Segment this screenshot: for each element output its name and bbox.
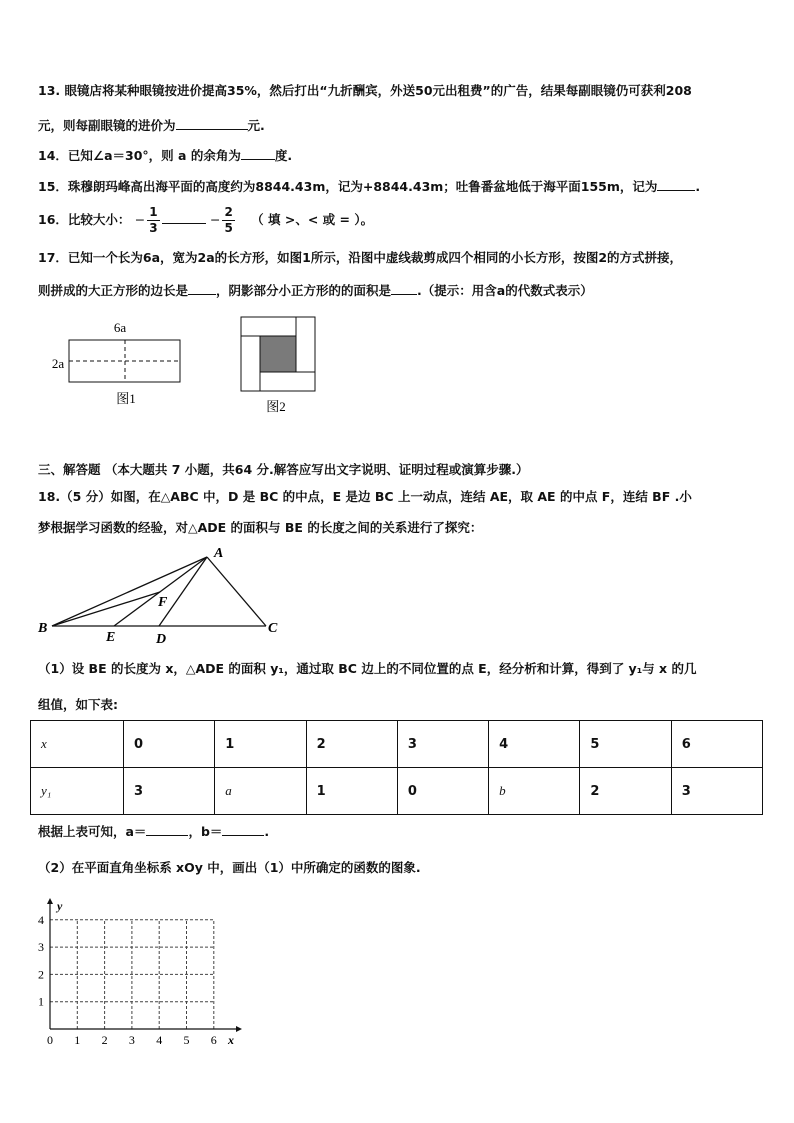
x-tick-label: 5 — [183, 1033, 190, 1047]
q16-hint: （ 填 >、< 或 = ）。 — [251, 212, 374, 227]
x-axis-arrow-icon — [236, 1026, 242, 1032]
label-d: D — [156, 632, 167, 647]
q17-area-blank[interactable] — [391, 281, 417, 295]
x-tick-label: 6 — [210, 1033, 217, 1047]
q14-answer-blank[interactable] — [241, 146, 275, 160]
q18-part1-line2: 组值，如下表: — [38, 697, 118, 712]
after-table-text-a: 根据上表可知，a＝ — [38, 824, 147, 839]
x-tick-label: 3 — [128, 1033, 135, 1047]
q18-after-table — [38, 822, 269, 841]
y-axis-arrow-icon — [47, 898, 53, 904]
label-a: A — [214, 546, 224, 561]
after-table-text-c: . — [264, 824, 270, 839]
fig1-height-label: 2a — [51, 356, 65, 371]
fig2-caption: 图2 — [266, 399, 286, 414]
q17-side-blank[interactable] — [188, 281, 216, 295]
table-cell: 0 — [397, 768, 488, 815]
x-tick-label: 2 — [101, 1033, 108, 1047]
b-answer-blank[interactable] — [222, 822, 264, 836]
q13-unit: 元. — [247, 118, 265, 133]
table-cell: 3 — [671, 768, 762, 815]
xy-value-table — [30, 720, 763, 815]
table-cell: 2 — [306, 721, 397, 768]
q14-unit: 度. — [274, 148, 293, 163]
y-tick-label: 4 — [38, 912, 44, 927]
q17-line2 — [38, 281, 593, 300]
q16-fraction2 — [222, 205, 234, 236]
y-tick-label: 1 — [38, 994, 44, 1009]
fig1-width-label: 6a — [113, 320, 127, 335]
q15-end: . — [695, 179, 701, 194]
q16-fraction1 — [147, 205, 159, 236]
y-tick-label: 2 — [38, 967, 44, 982]
q16-num2: 2 — [224, 205, 233, 219]
q18-part1-line1: （1）设 BE 的长度为 x，△ADE 的面积 y₁，通过取 BC 边上的不同位置的点 E，经分析和计算，得到了 y₁与 x 的几 — [38, 661, 697, 676]
q18-line1: 18.（5 分）如图，在△ABC 中，D 是 BC 的中点，E 是边 BC 上一动点，连结 AE，取 AE 的中点 F，连结 BF .小 — [38, 489, 692, 504]
q16-answer-blank[interactable] — [162, 205, 206, 224]
q17-text-b: ，阴影部分小正方形的的面积是 — [216, 283, 392, 298]
q16-num1: 1 — [149, 205, 158, 219]
x-tick-label: 4 — [156, 1033, 163, 1047]
x-tick-label: 1 — [74, 1033, 81, 1047]
q17-text-a: 则拼成的大正方形的边长是 — [38, 283, 189, 298]
x-tick-label: 0 — [47, 1033, 53, 1047]
q14 — [38, 146, 292, 165]
q13-line2 — [38, 116, 265, 135]
coordinate-grid — [30, 896, 245, 1051]
q15-text: 15．珠穆朗玛峰高出海平面的高度约为8844.43m，记为+8844.43m；吐鲁番盆地低于海平面155m，记为 — [38, 179, 658, 194]
table-cell: 3 — [397, 721, 488, 768]
q17-figure2 — [236, 312, 326, 417]
table-cell: 2 — [580, 768, 671, 815]
a-answer-blank[interactable] — [146, 822, 188, 836]
label-c: C — [268, 621, 278, 636]
label-f: F — [158, 595, 168, 610]
q16-den2: 5 — [224, 221, 233, 235]
q17-figure1 — [40, 312, 200, 412]
table-cell: y₁ — [31, 768, 124, 815]
q18-line2: 梦根据学习函数的经验，对△ADE 的面积与 BE 的长度之间的关系进行了探究： — [38, 520, 483, 535]
q13-answer-blank[interactable] — [176, 116, 248, 130]
q15 — [38, 177, 700, 196]
table-cell: 0 — [124, 721, 215, 768]
q17-line1: 17．已知一个长为6a，宽为2a的长方形，如图1所示，沿图中虚线裁剪成四个相同的小长方形，按图2的方式拼接， — [38, 250, 683, 265]
table-row — [31, 768, 763, 815]
table-row — [31, 721, 763, 768]
y-tick-label: 3 — [38, 940, 44, 955]
q17-text-c: .（提示：用含a的代数式表示） — [417, 283, 593, 298]
q13-text: 元，则每副眼镜的进价为 — [38, 118, 176, 133]
table-cell: 1 — [215, 721, 306, 768]
q16-label: 16．比较大小： — [38, 212, 131, 227]
table-cell: 5 — [580, 721, 671, 768]
y-axis-label: y — [57, 899, 63, 913]
fig1-caption: 图1 — [116, 391, 136, 406]
table-cell: 4 — [489, 721, 580, 768]
after-table-text-b: ，b＝ — [188, 824, 223, 839]
table-cell: b — [489, 768, 580, 815]
q16-minus2: − — [209, 212, 221, 227]
q13-line1: 13. 眼镜店将某种眼镜按进价提高35%，然后打出“九折酬宾，外送50元出租费”的广告，结果每副眼镜仍可获利208 — [38, 83, 692, 98]
table-cell: x — [31, 721, 124, 768]
table-cell: a — [215, 768, 306, 815]
section3-heading: 三、解答题 （本大题共 7 小题，共64 分.解答应写出文字说明、证明过程或演算步骤.） — [38, 462, 529, 477]
table-cell: 3 — [124, 768, 215, 815]
segment-ac — [207, 557, 266, 626]
x-axis-label: x — [228, 1033, 234, 1047]
segment-bf — [52, 592, 160, 626]
q16-den1: 3 — [149, 221, 158, 235]
q16 — [38, 202, 373, 238]
table-cell: 1 — [306, 768, 397, 815]
q15-answer-blank[interactable] — [657, 177, 695, 191]
q18-triangle-figure — [30, 540, 290, 650]
q18-part2: （2）在平面直角坐标系 xOy 中，画出（1）中所确定的函数的图象. — [38, 860, 421, 875]
label-e: E — [106, 630, 116, 645]
fig2-shaded-square — [260, 336, 296, 372]
q16-minus1: − — [134, 212, 146, 227]
q14-text: 14．已知∠a＝30°，则 a 的余角为 — [38, 148, 241, 163]
label-b: B — [38, 621, 48, 636]
table-cell: 6 — [671, 721, 762, 768]
